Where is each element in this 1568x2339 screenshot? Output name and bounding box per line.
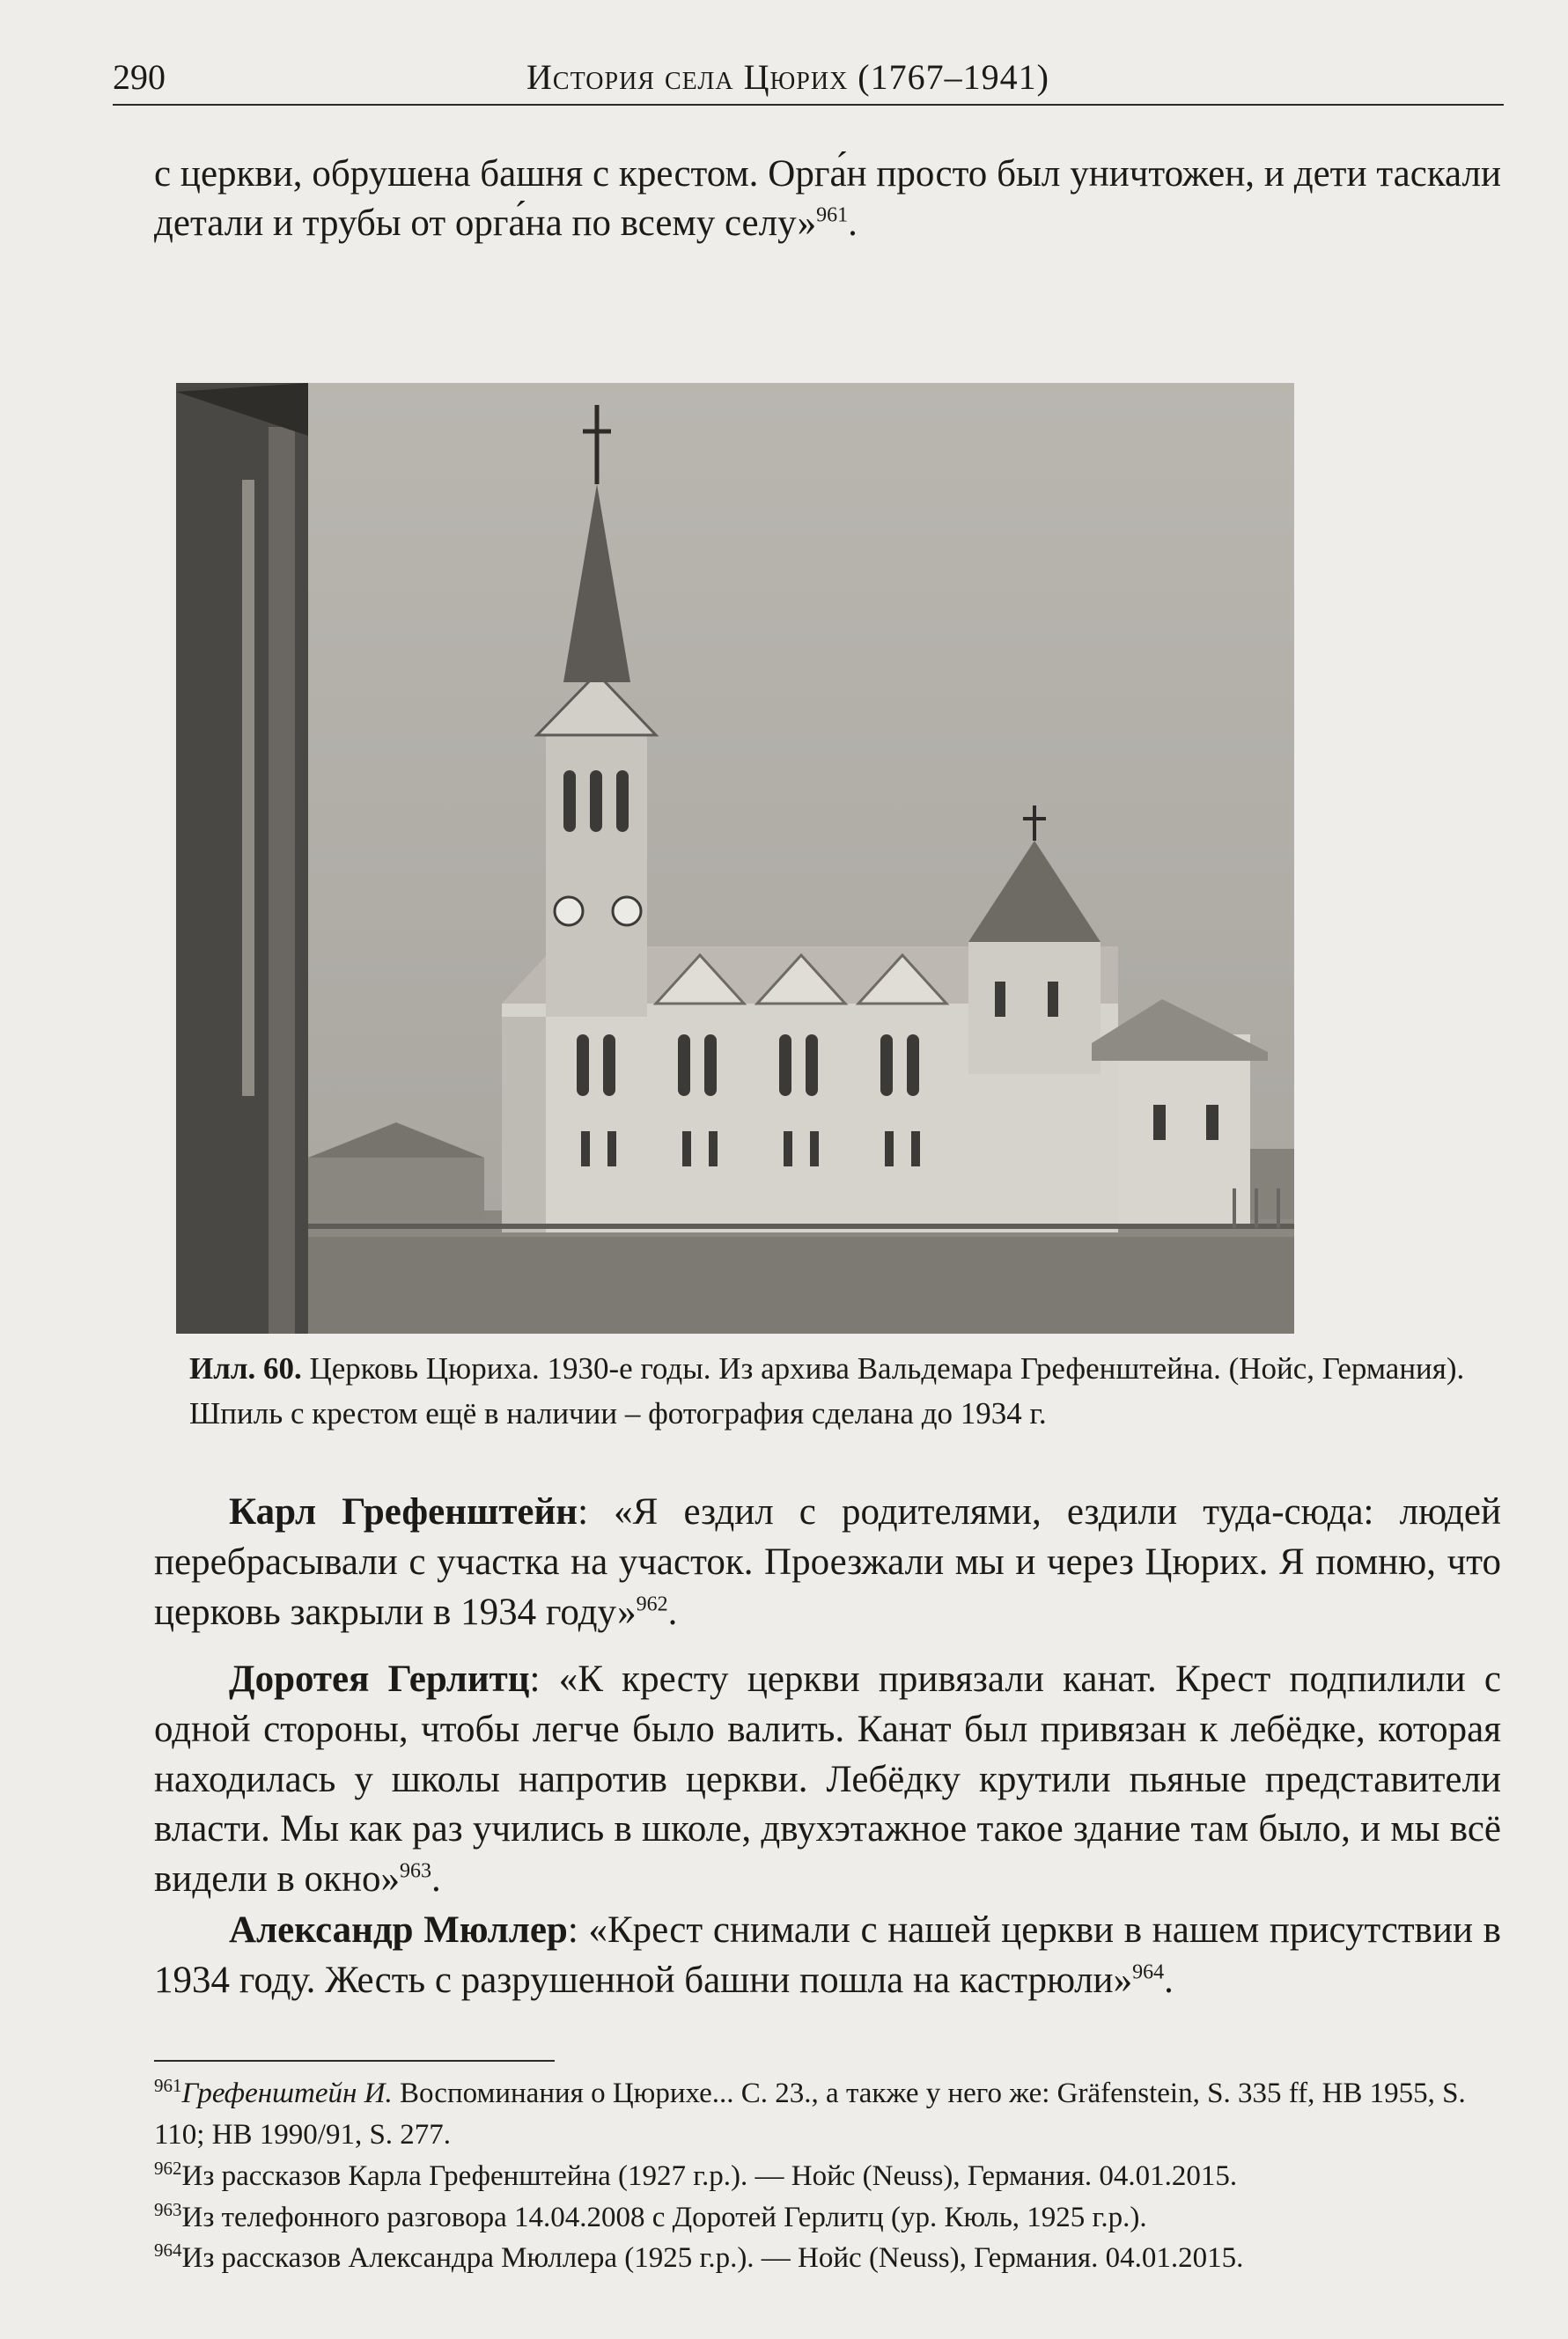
figure-caption-text: Церковь Цюриха. 1930-е годы. Из архива Вальдемара Грефенштейна. (Нойс, Германия). Шпиль с крестом ещё в наличии – фотография сделана до 1934 г. (189, 1351, 1465, 1431)
footnotes (154, 2073, 1501, 2279)
footnote-ref-962: 962 (636, 1592, 668, 1616)
bell-tower (546, 726, 647, 1017)
ground (176, 1228, 1294, 1334)
quote-tail-2: . (431, 1858, 441, 1900)
quote-speaker-3: Александр Мюллер (229, 1909, 568, 1951)
quote-speaker-1: Карл Грефенштейн (229, 1491, 578, 1533)
footnote-text: Из рассказов Карла Грефенштейна (1927 г.р.). — Нойс (Neuss), Германия. 04.01.2015. (181, 2159, 1238, 2192)
footnote-962 (154, 2156, 1501, 2197)
quote-paragraph-3 (154, 1906, 1501, 2006)
footnote-rule (154, 2060, 555, 2062)
quote-tail-3: . (1164, 1959, 1174, 2001)
quote-paragraph-2 (154, 1655, 1501, 1905)
figure-caption-label: Илл. 60. (189, 1351, 302, 1386)
footnote-961 (154, 2073, 1501, 2156)
quote-text-3: : «Крест снимали с нашей церкви в нашем присутствии в 1934 году. Жесть с разрушенной башни пошла на кастрюли» (154, 1909, 1501, 2001)
opening-paragraph (154, 150, 1501, 248)
page-header (113, 53, 1504, 102)
drainpipe (242, 480, 254, 1096)
church-photo-illustration (176, 383, 1294, 1334)
footnote-963 (154, 2197, 1501, 2239)
footnote-number: 964 (154, 2240, 182, 2262)
opening-paragraph-tail: . (848, 202, 858, 244)
footnote-ref-961: 961 (816, 203, 849, 227)
clock-face (555, 897, 583, 925)
footnote-text: Из рассказов Александра Мюллера (1925 г.р.). — Нойс (Neuss), Германия. 04.01.2015. (181, 2242, 1244, 2275)
footnote-number: 963 (154, 2198, 182, 2220)
page-number: 290 (113, 57, 166, 97)
footnote-text: Из телефонного разговора 14.04.2008 с Доротей Герлитц (ур. Кюль, 1925 г.р.). (181, 2201, 1147, 2233)
footnote-number: 962 (154, 2157, 182, 2179)
quote-text-2: : «К кресту церкви привязали канат. Крест подпилили с одной стороны, чтобы легче было валить. Канат был привязан к лебёдке, которая находилась у школы напротив церкви. Лебёдку крутили пьяные представители власти. Мы как раз учились в школе, двухэтажное такое здание там было, и мы всё видели в окно» (154, 1659, 1501, 1900)
quote-speaker-2: Доротея Герлитц (229, 1659, 530, 1700)
church-photo (176, 383, 1294, 1334)
footnote-ref-963: 963 (399, 1859, 431, 1883)
quote-paragraph-1 (154, 1488, 1501, 1637)
running-title: История села Цюрих (1767–1941) (526, 57, 1049, 97)
footnote-number: 961 (154, 2075, 182, 2096)
figure-caption (189, 1347, 1492, 1437)
footnote-ref-964: 964 (1132, 1960, 1165, 1984)
header-rule (113, 104, 1504, 106)
footnote-964 (154, 2238, 1501, 2279)
opening-paragraph-text: с церкви, обрушена башня с крестом. Орга́н просто был уничтожен, и дети таскали детали и трубы от орга́на по всему селу» (154, 153, 1501, 244)
quote-tail-1: . (667, 1591, 678, 1633)
footnote-text: Воспоминания о Цюрихе... С. 23., а также у него же: Gräfenstein, S. 335 ff, HB 1955, S. 110; HB 1990/91, S. 277. (154, 2078, 1466, 2151)
quote-text-1: : «Я ездил с родителями, ездили туда-сюда: людей перебрасывали с участка на участок. Проезжали мы и через Цюрих. Я помню, что церковь закрыли в 1934 году» (154, 1491, 1501, 1633)
footnote-author: Грефенштейн И. (181, 2078, 393, 2109)
